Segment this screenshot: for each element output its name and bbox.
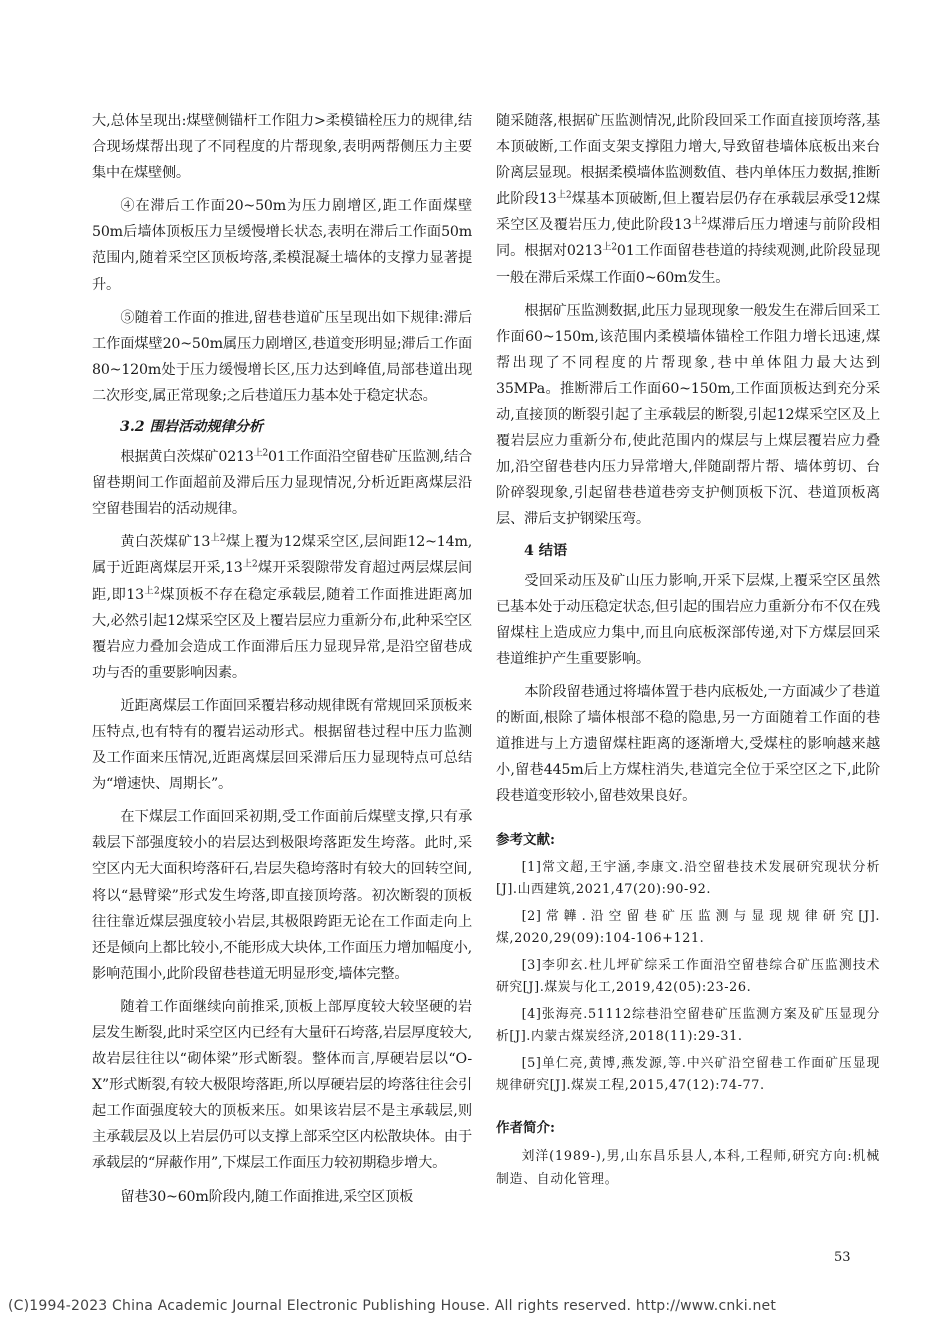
right-column bbox=[496, 108, 880, 1191]
reference-item: [3]李卯玄.杜儿坪矿综采工作面沿空留巷综合矿压监测技术研究[J].煤炭与化工,2019,42(05):23-26. bbox=[496, 958, 880, 996]
author-heading: 作者简介: bbox=[496, 1120, 555, 1137]
reference-item: [5]单仁亮,黄博,燕发源,等.中兴矿沿空留巷工作面矿压显现规律研究[J].煤炭工程,2015,47(12):74-77. bbox=[496, 1056, 880, 1094]
reference-item: [4]张海亮.51112综巷沿空留巷矿压监测方案及矿压显现分析[J].内蒙古煤炭经济,2018(11):29-31. bbox=[496, 1007, 880, 1045]
paragraph: ④在滞后工作面20~50m为压力剧增区,距工作面煤壁50m后墙体顶板压力呈缓慢增长状态,表明在滞后工作面50m范围内,随着采空区顶板垮落,柔模混凝土墙体的支撑力显著提升。 bbox=[92, 198, 472, 293]
paragraph: 根据黄白茨煤矿$0213^{上2}01$工作面沿空留巷矿压监测,结合留巷期间工作面超前及滞后压力显现情况,分析近距离煤层沿空留巷围岩的活动规律。 bbox=[92, 448, 472, 518]
page-number: 53 bbox=[834, 1250, 851, 1265]
section-heading: 4 结语 bbox=[524, 542, 568, 559]
reference-item: [2]常韡.沿空留巷矿压监测与显现规律研究[J].煤,2020,29(09):104-106+121. bbox=[496, 909, 880, 947]
paragraph: 近距离煤层工作面回采覆岩移动规律既有常规回采顶板来压特点,也有特有的覆岩运动形式。根据留巷过程中压力监测及工作面来压情况,近距离煤层回采滞后压力显现特点可总结为“增速快、周期长”。 bbox=[92, 697, 472, 793]
paragraph: 随采随落,根据矿压监测情况,此阶段回采工作面直接顶垮落,基本顶破断,工作面支架支撑阻力增大,导致留巷墙体底板出来台阶离层显现。根据柔模墙体监测数值、巷内单体压力数据,推断此阶段$13^{上2}$煤基本顶破断,但上覆岩层仍存在承载层承受12煤采空区及覆岩压力,使此阶段$13^{上2}$煤滞后压力增速与前阶段相同。根据对$0213^{上2}01$工作面留巷巷道的持续观测,此阶段显现一般在滞后采煤工作面0~60m发生。 bbox=[496, 113, 881, 286]
paragraph: 受回采动压及矿山压力影响,开采下层煤,上覆采空区虽然已基本处于动压稳定状态,但引起的围岩应力重新分布不仅在残留煤柱上造成应力集中,而且向底板深部传递,对下方煤层回采巷道维护产生重要影响。 bbox=[496, 572, 880, 667]
paragraph: ⑤随着工作面的推进,留巷巷道矿压呈现出如下规律:滞后工作面煤壁20~50m属压力剧增区,巷道变形明显;滞后工作面80~120m处于压力缓慢增长区,压力达到峰值,局部巷道出现二次形变,属正常现象;之后巷道压力基本处于稳定状态。 bbox=[92, 309, 472, 404]
left-column bbox=[92, 108, 472, 1217]
reference-item: [1]常文超,王宇涵,李康文.沿空留巷技术发展研究现状分析[J].山西建筑,2021,47(20):90-92. bbox=[496, 860, 880, 898]
paragraph: 黄白茨煤矿$13^{上2}$煤上覆为12煤采空区,层间距12~14m,属于近距离煤层开采$,13^{上2}$煤开采裂隙带发育超过两层煤层间距,即$13^{上2}$煤顶板不存在稳定承载层,随着工作面推进距离加大,必然引起12煤采空区及上覆岩层应力重新分布,此种采空区覆岩应力叠加会造成工作面滞后压力显现异常,是沿空留巷成功与否的重要影响因素。 bbox=[92, 533, 473, 681]
section-heading: 3.2 围岩活动规律分析 bbox=[120, 419, 264, 436]
paragraph: 大,总体呈现出:煤壁侧锚杆工作阻力>柔模锚栓压力的规律,结合现场煤帮出现了不同程度的片帮现象,表明两帮侧压力主要集中在煤壁侧。 bbox=[92, 113, 472, 182]
paragraph: 留巷30~60m阶段内,随工作面推进,采空区顶板 bbox=[120, 1188, 414, 1205]
paragraph: 随着工作面继续向前推采,顶板上部厚度较大较坚硬的岩层发生断裂,此时采空区内已经有大量矸石垮落,岩层厚度较大,故岩层往往以“砌体梁”形式断裂。整体而言,厚硬岩层以“O-X”形式断裂,有较大极限垮落距,所以厚硬岩层的垮落往往会引起工作面强度较大的顶板来压。如果该岩层不是主承载层,则主承载层及以上岩层仍可以支撑上部采空区内松散块体。由于承载层的“屏蔽作用”,下煤层工作面压力较初期稳步增大。 bbox=[92, 998, 472, 1172]
references-heading: 参考文献: bbox=[496, 832, 555, 849]
author-bio: 刘洋(1989-),男,山东昌乐县人,本科,工程师,研究方向:机械制造、自动化管理。 bbox=[496, 1149, 880, 1188]
paragraph: 根据矿压监测数据,此压力显现现象一般发生在滞后回采工作面60~150m,该范围内柔模墙体锚栓工作阻力增长迅速,煤帮出现了不同程度的片帮现象,巷中单体阻力最大达到35MPa。推断滞后工作面60~150m,工作面顶板达到充分采动,直接顶的断裂引起了主承载层的断裂,引起12煤采空区及上覆岩层应力重新分布,使此范围内的煤层与上煤层覆岩应力叠加,沿空留巷巷内压力异常增大,伴随副帮片帮、墙体剪切、台阶碎裂现象,引起留巷巷道巷旁支护侧顶板下沉、巷道顶板离层、滞后支护钢梁压弯。 bbox=[496, 302, 880, 528]
copyright-footer: (C)1994-2023 China Academic Journal Electronic Publishing House. All rights reserved. http://www.cnki.net bbox=[8, 1298, 777, 1314]
paragraph: 本阶段留巷通过将墙体置于巷内底板处,一方面减少了巷道的断面,根除了墙体根部不稳的隐患,另一方面随着工作面的巷道推进与上方遗留煤柱距离的逐渐增大,受煤柱的影响越来越小,留巷445m后上方煤柱消失,巷道完全位于采空区之下,此阶段巷道变形较小,留巷效果良好。 bbox=[496, 683, 880, 805]
reference-list bbox=[496, 857, 880, 1097]
paragraph: 在下煤层工作面回采初期,受工作面前后煤壁支撑,只有承载层下部强度较小的岩层达到极限垮落距发生垮落。此时,采空区内无大面积垮落矸石,岩层失稳垮落时有较大的回转空间,将以“悬臂梁”形式发生垮落,即直接顶垮落。初次断裂的顶板往往靠近煤层强度较小岩层,其极限跨距无论在工作面走向上还是倾向上都比较小,不能形成大块体,工作面压力增加幅度小,影响范围小,此阶段留巷巷道无明显形变,墙体完整。 bbox=[92, 809, 472, 982]
